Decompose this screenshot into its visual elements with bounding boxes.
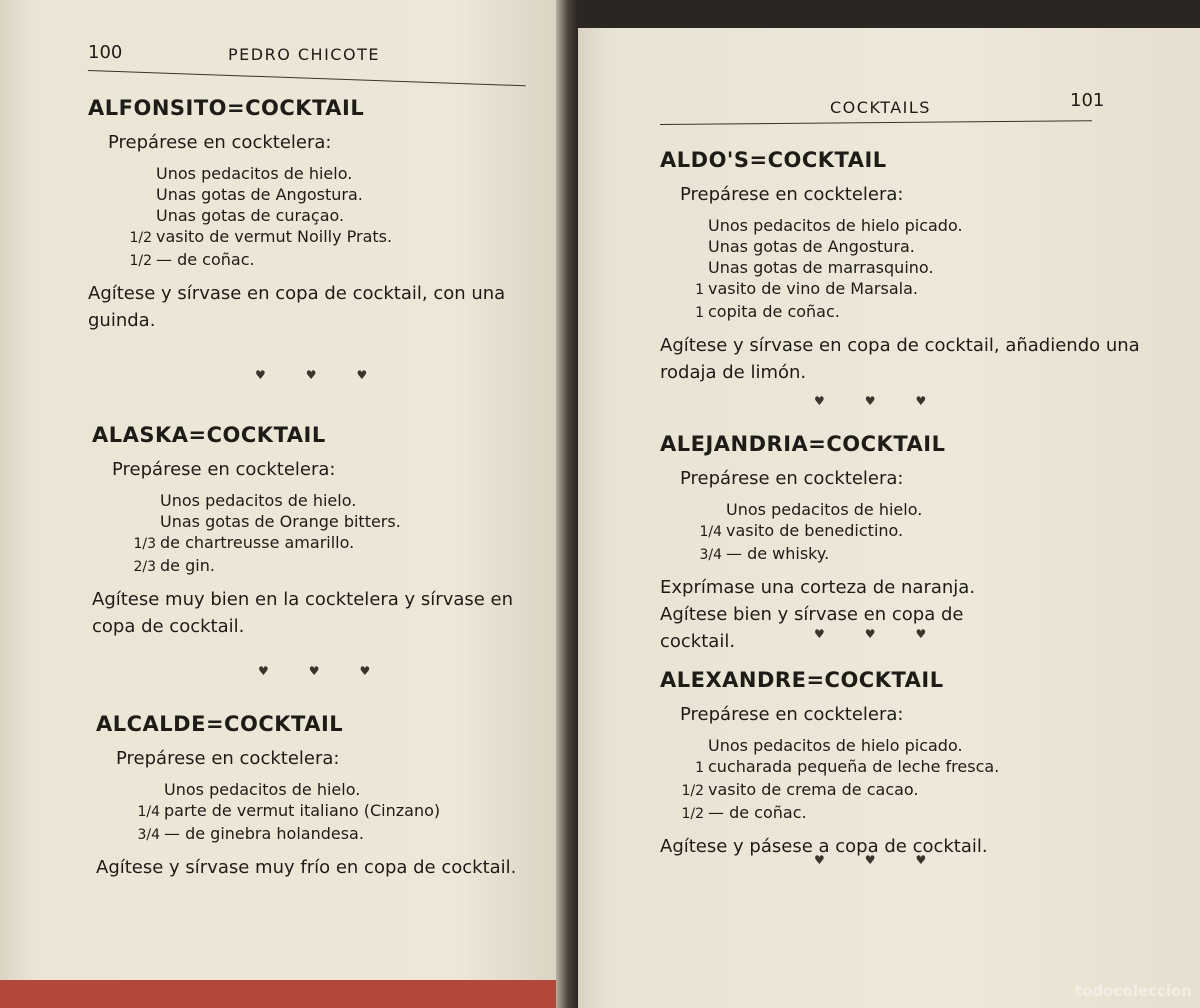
recipe-intro: Prepárese en cocktelera: xyxy=(680,704,904,725)
ingredient-row: Unos pedacitos de hielo picado. xyxy=(708,216,963,235)
ornament-divider: ♥♥♥ xyxy=(258,664,411,678)
page-number-left: 100 xyxy=(88,42,123,63)
recipe-aldos xyxy=(660,148,1140,386)
ingredient-row: 1/2 — de coñac. xyxy=(681,803,807,822)
ingredient-row: 1 vasito de vino de Marsala. xyxy=(695,279,918,298)
recipe-intro: Prepárese en cocktelera: xyxy=(680,184,904,205)
recipe-instructions: Agítese y sírvase muy frío en copa de cocktail. xyxy=(96,857,517,878)
ingredient-row: 1/4 vasito de benedictino. xyxy=(699,521,904,540)
book-edge-left xyxy=(0,980,572,1008)
recipe-alexandre xyxy=(660,668,1140,860)
recipe-alcalde xyxy=(96,712,536,881)
ingredient-list xyxy=(660,499,1140,566)
recipe-intro: Prepárese en cocktelera: xyxy=(680,468,904,489)
ingredient-row: Unas gotas de Angostura. xyxy=(708,237,915,256)
watermark-text: todocoleccion xyxy=(1075,982,1192,1000)
ingredient-row: Unos pedacitos de hielo picado. xyxy=(708,736,963,755)
ornament-divider: ♥♥♥ xyxy=(255,368,408,382)
recipe-intro: Prepárese en cocktelera: xyxy=(116,748,340,769)
page-number-right: 101 xyxy=(1070,90,1105,111)
right-page xyxy=(572,28,1200,1008)
recipe-alaska xyxy=(92,423,532,640)
ingredient-row: 3/4 — de ginebra holandesa. xyxy=(137,824,364,843)
ingredient-row: Unas gotas de Orange bitters. xyxy=(160,512,401,531)
recipe-intro: Prepárese en cocktelera: xyxy=(108,132,332,153)
recipe-instructions: Agítese y sírvase en copa de cocktail, añadiendo una rodaja de limón. xyxy=(660,335,1140,383)
recipe-instructions: Exprímase una corteza de naranja. Agítese bien y sírvase en copa de cocktail. xyxy=(660,577,976,652)
recipe-alejandria xyxy=(660,432,1140,655)
recipe-instructions: Agítese y sírvase en copa de cocktail, con una guinda. xyxy=(88,283,506,331)
ingredient-row: 1/4 parte de vermut italiano (Cinzano) xyxy=(137,801,441,820)
recipe-title: ALFONSITO=COCKTAIL xyxy=(88,96,365,120)
running-head-left: PEDRO CHICOTE xyxy=(228,45,380,64)
recipe-intro: Prepárese en cocktelera: xyxy=(112,459,336,480)
ornament-divider: ♥♥♥ xyxy=(814,394,967,408)
ingredient-row: 2/3 de gin. xyxy=(133,556,215,575)
ingredient-row: 1/3 de chartreusse amarillo. xyxy=(133,533,355,552)
ingredient-row: Unos pedacitos de hielo. xyxy=(156,164,353,183)
recipe-title: ALASKA=COCKTAIL xyxy=(92,423,326,447)
ingredient-row: Unos pedacitos de hielo. xyxy=(160,491,357,510)
ingredient-row: Unos pedacitos de hielo. xyxy=(726,500,923,519)
ingredient-list xyxy=(660,735,1140,825)
ingredient-row: 1/2 — de coñac. xyxy=(129,250,255,269)
ingredient-row: 1/2 vasito de crema de cacao. xyxy=(681,780,919,799)
ornament-divider: ♥♥♥ xyxy=(814,853,967,867)
ingredient-list xyxy=(88,163,528,272)
ingredient-row: 1 copita de coñac. xyxy=(695,302,840,321)
ornament-divider: ♥♥♥ xyxy=(814,627,967,641)
ingredient-row: Unas gotas de Angostura. xyxy=(156,185,363,204)
ingredient-row: Unos pedacitos de hielo. xyxy=(164,780,361,799)
ingredient-row: Unas gotas de marrasquino. xyxy=(708,258,934,277)
recipe-title: ALEXANDRE=COCKTAIL xyxy=(660,668,944,692)
book-gutter xyxy=(556,0,578,1008)
left-page xyxy=(0,0,572,1008)
recipe-alfonsito xyxy=(88,96,528,334)
header-rule-right xyxy=(660,120,1092,125)
ingredient-list xyxy=(96,779,536,846)
recipe-title: ALDO'S=COCKTAIL xyxy=(660,148,887,172)
recipe-title: ALCALDE=COCKTAIL xyxy=(96,712,344,736)
ingredient-row: 1 cucharada pequeña de leche fresca. xyxy=(695,757,1000,776)
recipe-instructions: Agítese y pásese a copa de cocktail. xyxy=(660,836,988,857)
header-rule-left xyxy=(88,70,526,86)
recipe-title: ALEJANDRIA=COCKTAIL xyxy=(660,432,946,456)
ingredient-row: 1/2 vasito de vermut Noilly Prats. xyxy=(129,227,393,246)
running-head-right: COCKTAILS xyxy=(830,98,931,117)
ingredient-list xyxy=(92,490,532,578)
ingredient-list xyxy=(660,215,1140,324)
recipe-instructions: Agítese muy bien en la cocktelera y sírvase en copa de cocktail. xyxy=(92,589,514,637)
ingredient-row: Unas gotas de curaçao. xyxy=(156,206,345,225)
ingredient-row: 3/4 — de whisky. xyxy=(699,544,830,563)
